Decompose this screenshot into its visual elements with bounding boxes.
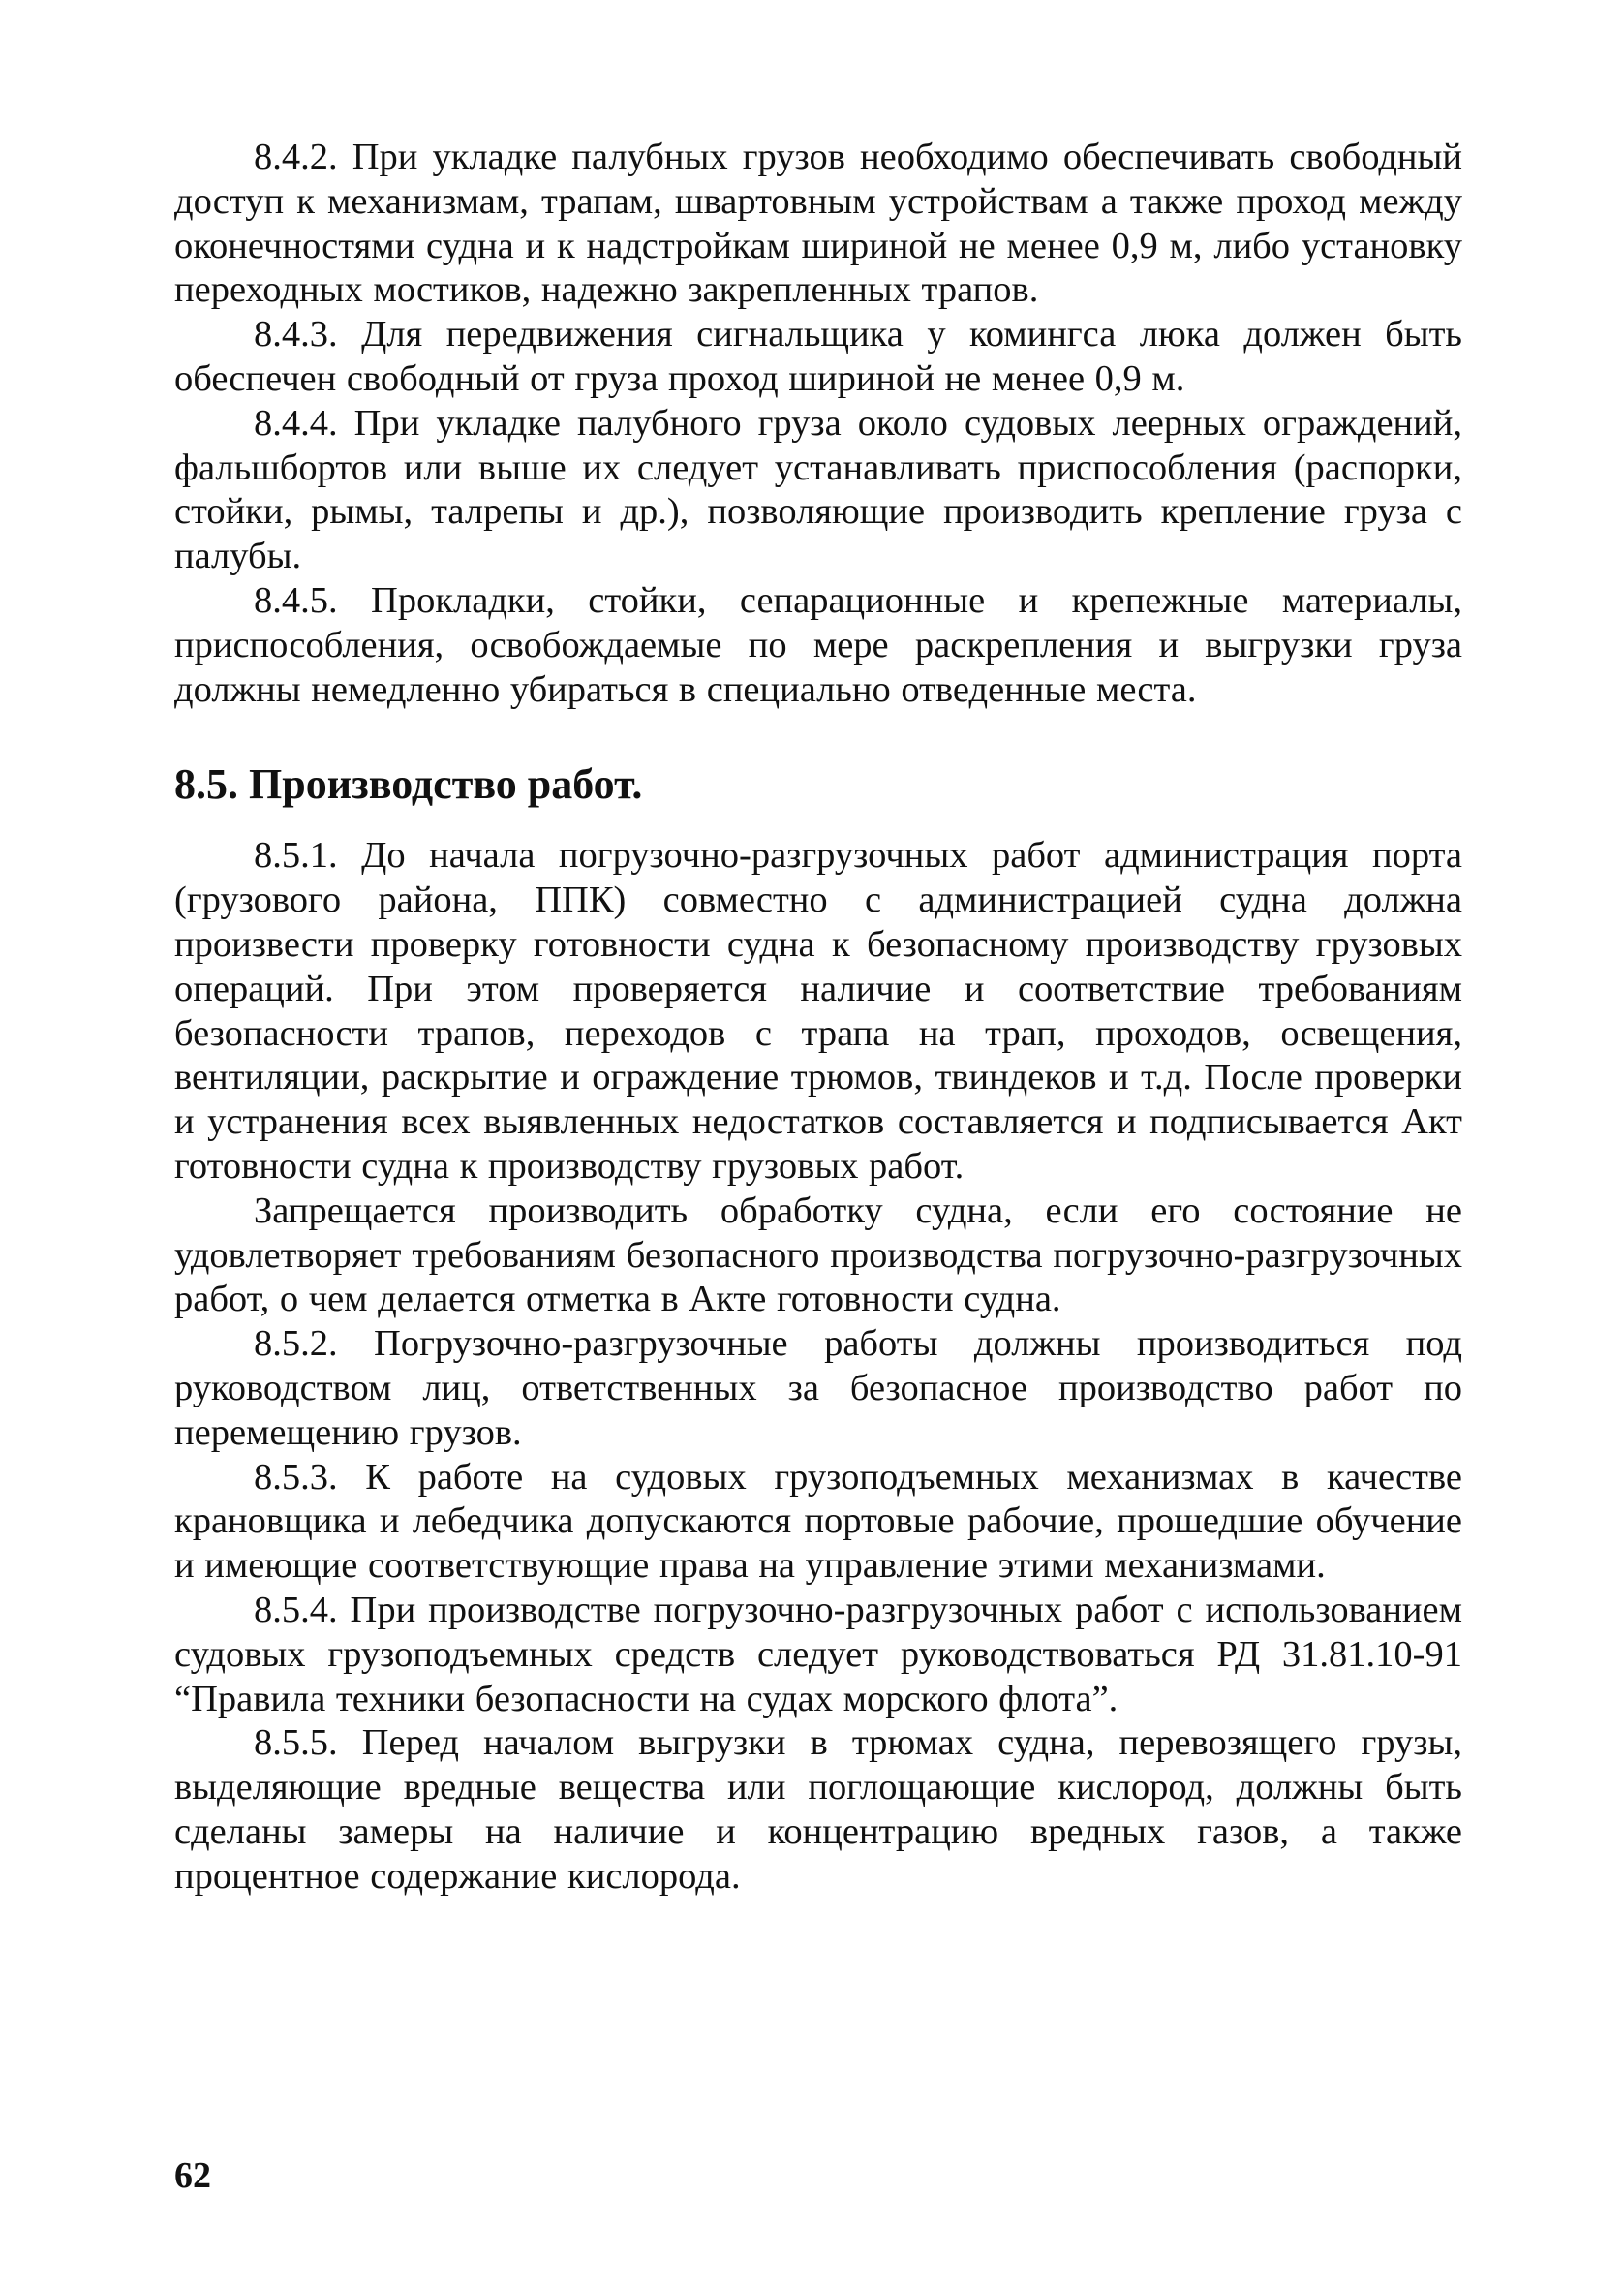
section-heading: 8.5. Производство работ. xyxy=(174,760,643,809)
paragraph-prohibition: Запрещается производить обработку судна, если его состояние не удовлетворяет требованиям безопасного производства погрузочно-разгрузочных работ, о чем делается отметка в Акте готовности судна. xyxy=(174,1190,1462,1320)
paragraph-8-4-3: 8.4.3. Для передвижения сигнальщика у комингса люка должен быть обеспечен свободный от груза проход шириной не менее 0,9 м. xyxy=(174,314,1462,399)
page-number: 62 xyxy=(174,2155,211,2196)
paragraph-8-5-4: 8.5.4. При производстве погрузочно-разгрузочных работ с использованием судовых грузоподъемных средств следует руководствоваться РД 31.81.10-91 “Правила техники безопасности на судах морского флота”. xyxy=(174,1589,1462,1719)
paragraph-8-5-5: 8.5.5. Перед началом выгрузки в трюмах судна, перевозящего грузы, выделяющие вредные вещества или поглощающие кислород, должны быть сделаны замеры на наличие и концентрацию вредных газов, а также процентное содержание кислорода. xyxy=(174,1722,1462,1897)
paragraph-8-4-5: 8.4.5. Прокладки, стойки, сепарационные и крепежные материалы, приспособления, освобождаемые по мере раскрепления и выгрузки груза должны немедленно убираться в специально отведенные места. xyxy=(174,579,1462,710)
paragraph-8-5-3: 8.5.3. К работе на судовых грузоподъемных механизмах в качестве крановщика и лебедчика допускаются портовые рабочие, прошедшие обучение и имеющие соответствующие права на управление этими механизмами. xyxy=(174,1456,1462,1587)
paragraph-8-4-4: 8.4.4. При укладке палубного груза около судовых леерных ограждений, фальшбортов или выше их следует устанавливать приспособления (распорки, стойки, рымы, талрепы и др.), позволяющие производить крепление груза с палубы. xyxy=(174,402,1462,577)
paragraph-8-5-1: 8.5.1. До начала погрузочно-разгрузочных работ администрация порта (грузового района, ППК) совместно с администрацией судна должна произвести проверку готовности судна к безопасному производству грузовых операций. При этом проверяется наличие и соответствие требованиям безопасности трапов, переходов с трапа на трап, проходов, освещения, вентиляции, раскрытие и ограждение трюмов, твиндеков и т.д. После проверки и устранения всех выявленных недостатков составляется и подписывается Акт готовности судна к производству грузовых работ. xyxy=(174,835,1462,1187)
paragraph-8-5-2: 8.5.2. Погрузочно-разгрузочные работы должны производиться под руководством лиц, ответственных за безопасное производство работ по перемещению грузов. xyxy=(174,1323,1462,1453)
paragraph-8-4-2: 8.4.2. При укладке палубных грузов необходимо обеспечивать свободный доступ к механизмам, трапам, швартовным устройствам а также проход между оконечностями судна и к надстройкам шириной не менее 0,9 м, либо установку переходных мостиков, надежно закрепленных трапов. xyxy=(174,137,1462,311)
page-body xyxy=(174,136,1462,1899)
